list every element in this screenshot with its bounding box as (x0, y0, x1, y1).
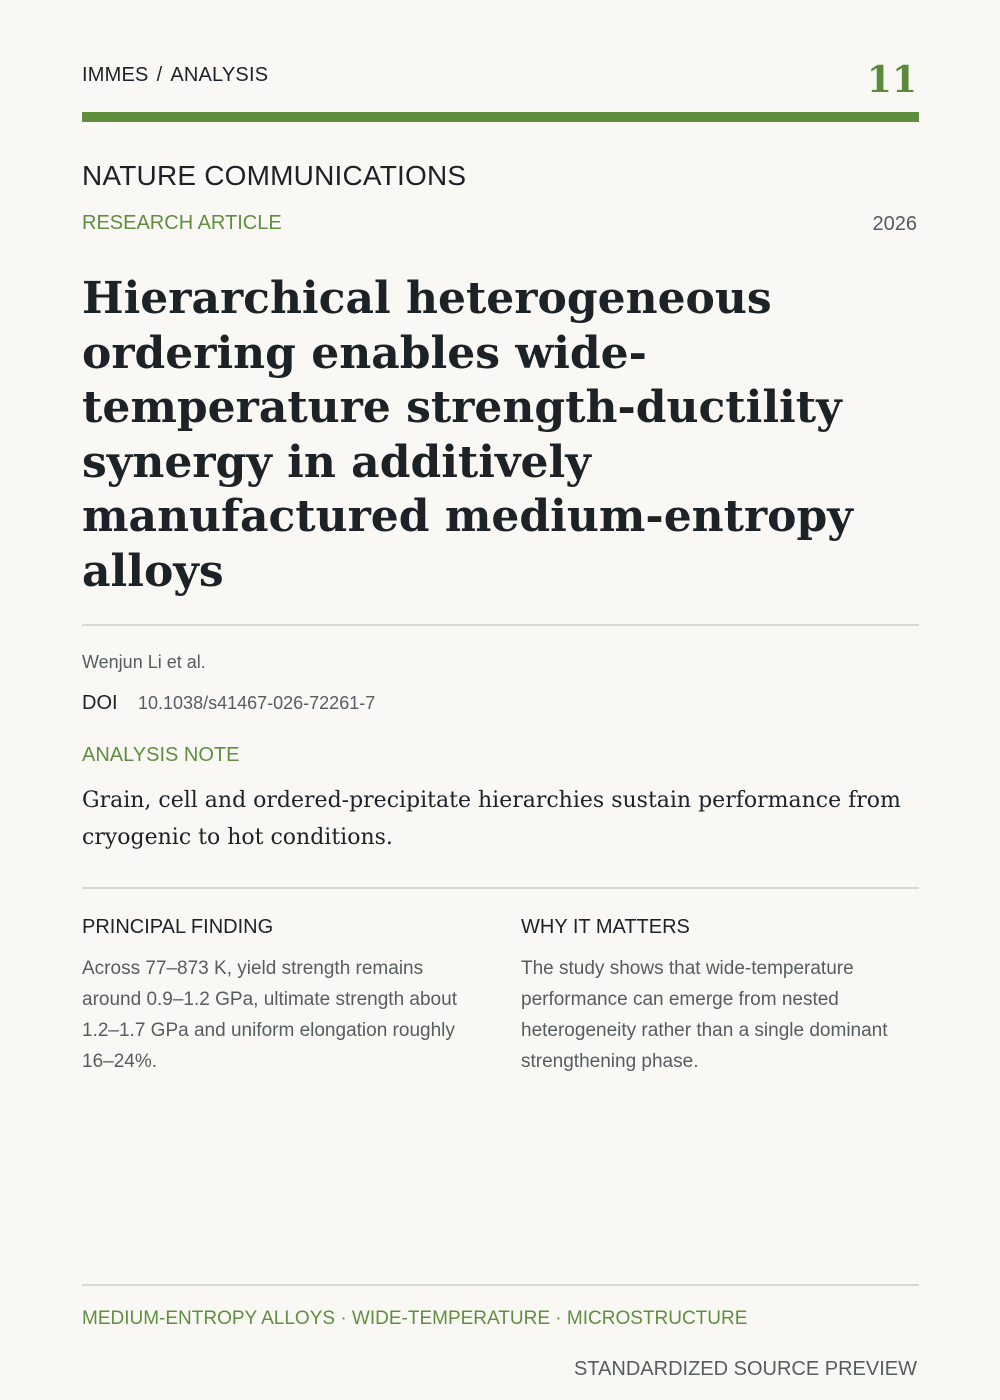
principal-finding-text: Across 77–873 K, yield strength remains around 0.9–1.2 GPa, ultimate strength about 1.2–1.7 GPa and uniform elongation roughly 16–24%. (82, 958, 457, 1072)
principal-finding-section (82, 916, 482, 1077)
divider-title (82, 624, 919, 626)
accent-rule (82, 112, 919, 122)
divider-footer (82, 1284, 919, 1286)
page-number: 11 (866, 59, 917, 101)
breadcrumb-separator: / (156, 64, 163, 86)
doi-label: DOI (82, 692, 118, 714)
authors: Wenjun Li et al. (82, 652, 206, 672)
doi-value: 10.1038/s41467-026-72261-7 (138, 693, 376, 713)
why-it-matters-label: WHY IT MATTERS (521, 916, 690, 938)
running-header (82, 59, 919, 102)
journal-name: NATURE COMMUNICATIONS (82, 160, 467, 191)
breadcrumb-item-section: IMMES (82, 64, 149, 86)
keywords: MEDIUM-ENTROPY ALLOYS · WIDE-TEMPERATURE · MICROSTRUCTURE (82, 1308, 748, 1329)
analysis-note-text: Grain, cell and ordered-precipitate hierarchies sustain performance from cryogenic to hot conditions. (82, 788, 901, 850)
page (82, 0, 919, 1400)
breadcrumb (82, 64, 268, 87)
principal-finding-label: PRINCIPAL FINDING (82, 916, 274, 938)
publication-year: 2026 (872, 213, 917, 235)
breadcrumb-item-category: ANALYSIS (170, 64, 269, 86)
footer-note: STANDARDIZED SOURCE PREVIEW (574, 1358, 917, 1380)
why-it-matters-text: The study shows that wide-temperature performance can emerge from nested heterogeneity rather than a single dominant strengthening phase. (521, 958, 888, 1072)
article-type: RESEARCH ARTICLE (82, 212, 282, 234)
article-title: Hierarchical heterogeneous ordering enables wide-temperature strength-ductility synergy in additively manufactured medium-entropy alloys (82, 273, 853, 597)
why-it-matters-section (521, 916, 921, 1077)
divider-note (82, 887, 919, 889)
analysis-note-label: ANALYSIS NOTE (82, 744, 240, 766)
doi-row (82, 692, 375, 715)
